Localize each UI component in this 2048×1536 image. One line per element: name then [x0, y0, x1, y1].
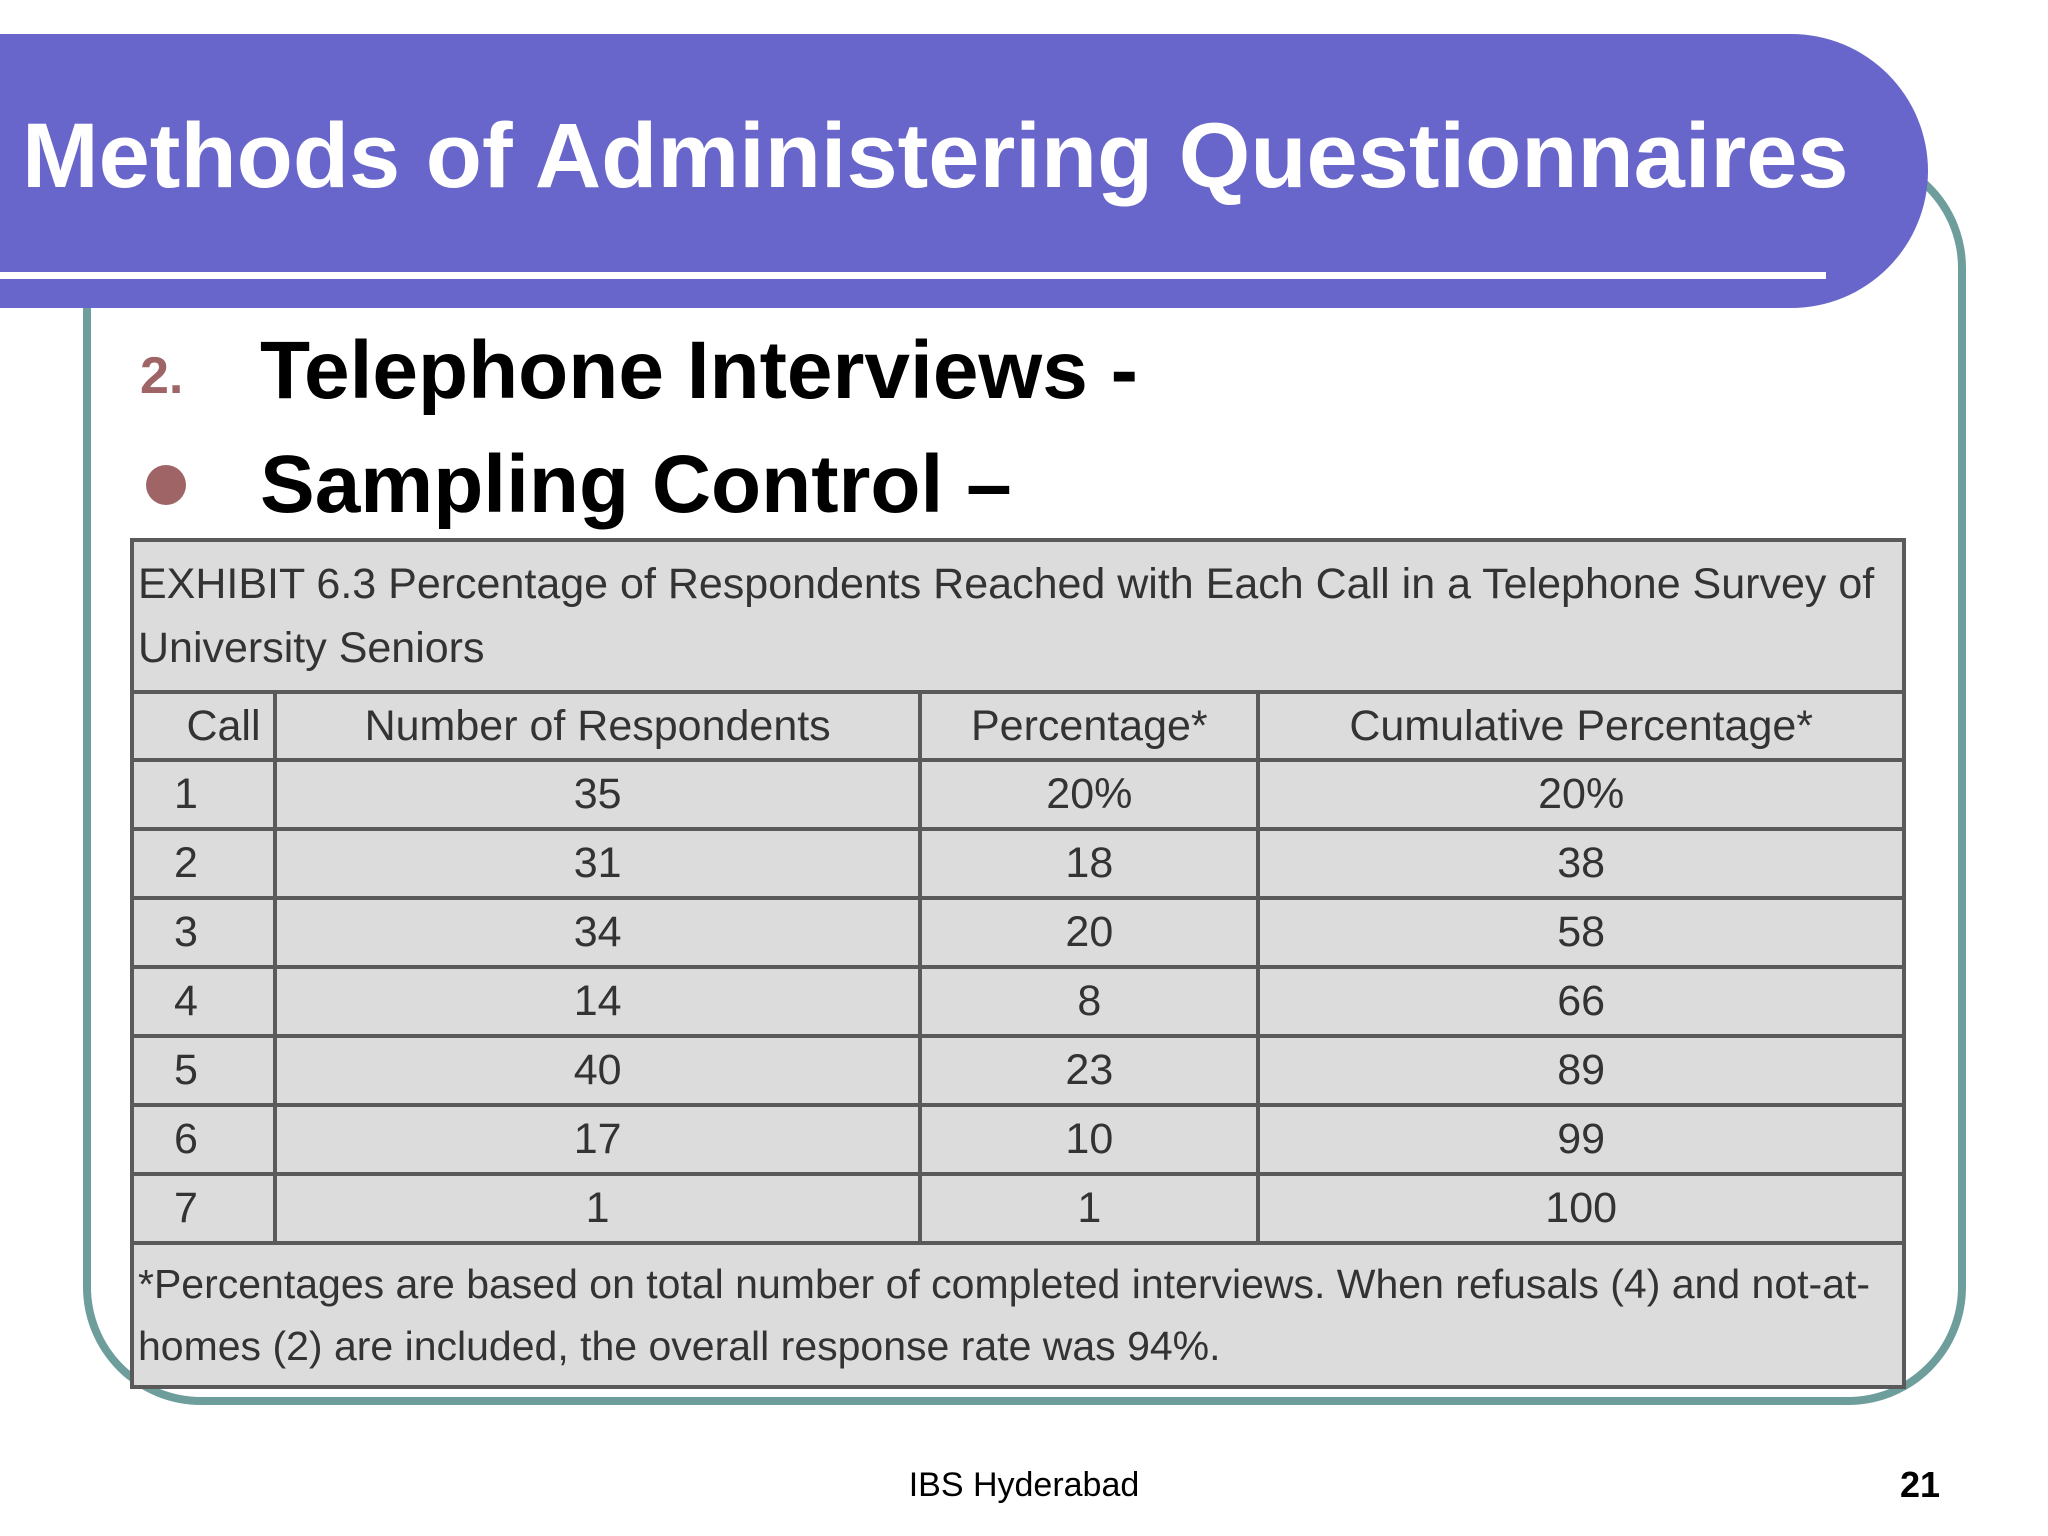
cell-percentage: 8 — [920, 967, 1258, 1036]
cell-call: 3 — [132, 898, 275, 967]
cell-call: 4 — [132, 967, 275, 1036]
cell-cumulative: 100 — [1258, 1174, 1904, 1243]
cell-percentage: 20% — [920, 760, 1258, 829]
list-number: 2. — [140, 347, 184, 405]
cell-call: 2 — [132, 829, 275, 898]
cell-call: 1 — [132, 760, 275, 829]
cell-call: 6 — [132, 1105, 275, 1174]
cell-call: 7 — [132, 1174, 275, 1243]
cell-cumulative: 66 — [1258, 967, 1904, 1036]
title-underline — [0, 272, 1826, 279]
cell-percentage: 23 — [920, 1036, 1258, 1105]
table-row — [132, 1174, 1904, 1243]
footnote-row — [132, 1243, 1904, 1387]
list-item-telephone-interviews — [140, 324, 1138, 418]
page-number: 21 — [1899, 1464, 1940, 1505]
table-row — [132, 1105, 1904, 1174]
exhibit-caption: EXHIBIT 6.3 Percentage of Respondents Reached with Each Call in a Telephone Survey of University Seniors — [132, 540, 1904, 692]
column-header-call: Call — [132, 692, 275, 760]
cell-cumulative: 99 — [1258, 1105, 1904, 1174]
list-item-sampling-control — [140, 438, 1012, 532]
slide-title: Methods of Administering Questionnaires — [22, 105, 1849, 207]
exhibit-table — [130, 538, 1906, 1389]
cell-respondents: 1 — [275, 1174, 920, 1243]
cell-cumulative: 38 — [1258, 829, 1904, 898]
footer-organization: IBS Hyderabad — [908, 1466, 1140, 1504]
table-row — [132, 829, 1904, 898]
exhibit-footnote: *Percentages are based on total number of completed interviews. When refusals (4) and not-at-homes (2) are included, the overall response rate was 94%. — [132, 1243, 1904, 1387]
table-row — [132, 898, 1904, 967]
header-row — [132, 692, 1904, 760]
cell-respondents: 17 — [275, 1105, 920, 1174]
cell-respondents: 31 — [275, 829, 920, 898]
caption-row — [132, 540, 1904, 692]
cell-respondents: 34 — [275, 898, 920, 967]
list-item-text: Telephone Interviews - — [260, 325, 1138, 416]
list-item-text: Sampling Control – — [260, 439, 1012, 530]
cell-cumulative: 58 — [1258, 898, 1904, 967]
column-header-cumulative-percentage: Cumulative Percentage* — [1258, 692, 1904, 760]
column-header-number-of-respondents: Number of Respondents — [275, 692, 920, 760]
table-row — [132, 967, 1904, 1036]
cell-percentage: 10 — [920, 1105, 1258, 1174]
bullet-marker — [140, 465, 260, 505]
cell-percentage: 18 — [920, 829, 1258, 898]
cell-call: 5 — [132, 1036, 275, 1105]
cell-respondents: 14 — [275, 967, 920, 1036]
table-row — [132, 1036, 1904, 1105]
cell-respondents: 35 — [275, 760, 920, 829]
cell-percentage: 20 — [920, 898, 1258, 967]
cell-respondents: 40 — [275, 1036, 920, 1105]
cell-percentage: 1 — [920, 1174, 1258, 1243]
column-header-percentage: Percentage* — [920, 692, 1258, 760]
table-row — [132, 760, 1904, 829]
cell-cumulative: 89 — [1258, 1036, 1904, 1105]
cell-cumulative: 20% — [1258, 760, 1904, 829]
bullet-dot-icon — [146, 465, 186, 505]
